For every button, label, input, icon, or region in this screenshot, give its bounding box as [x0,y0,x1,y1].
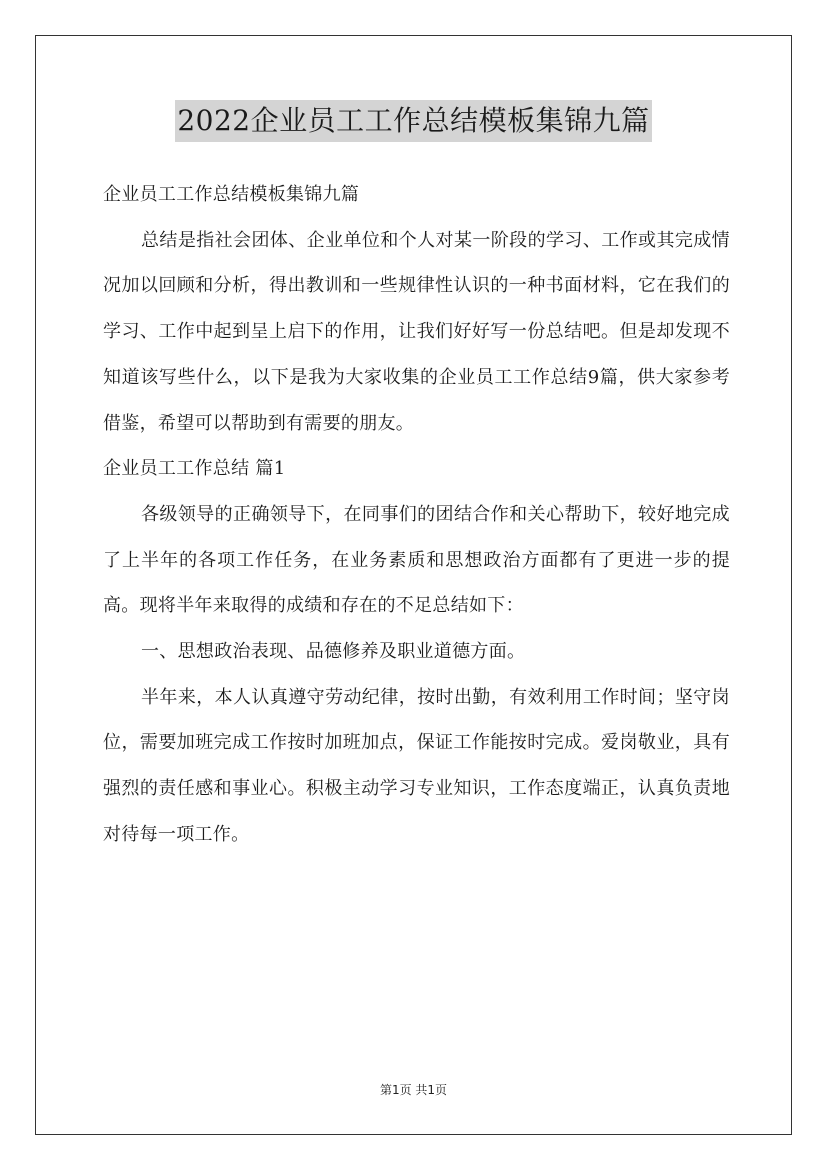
subheading-1: 一、思想政治表现、品德修养及职业道德方面。 [141,641,526,663]
section-paragraph-1: 各级领导的正确领导下，在同事们的团结合作和关心帮助下，较好地完成了上半年的各项工作任务，在业务素质和思想政治方面都有了更进一步的提高。现将半年来取得的成绩和存在的不足总结如下： [103,503,730,617]
document-subtitle: 企业员工工作总结模板集锦九篇 [103,184,360,205]
document-body [103,172,730,858]
page-footer: 第1页 共1页 [379,1083,448,1097]
title-wrap [0,100,827,142]
section-paragraph-2: 半年来，本人认真遵守劳动纪律，按时出勤，有效利用工作时间；坚守岗位，需要加班完成工作按时加班加点，保证工作能按时完成。爱岗敬业，具有强烈的责任感和事业心。积极主动学习专业知识，工作态度端正，认真负责地对待每一项工作。 [103,686,730,845]
intro-paragraph: 总结是指社会团体、企业单位和个人对某一阶段的学习、工作或其完成情况加以回顾和分析，得出教训和一些规律性认识的一种书面材料，它在我们的学习、工作中起到呈上启下的作用，让我们好好写一份总结吧。但是却发现不知道该写些什么，以下是我为大家收集的企业员工工作总结9篇，供大家参考借鉴，希望可以帮助到有需要的朋友。 [103,229,730,434]
document-title: 2022企业员工工作总结模板集锦九篇 [175,100,651,142]
section-heading: 企业员工工作总结 篇1 [103,458,286,480]
